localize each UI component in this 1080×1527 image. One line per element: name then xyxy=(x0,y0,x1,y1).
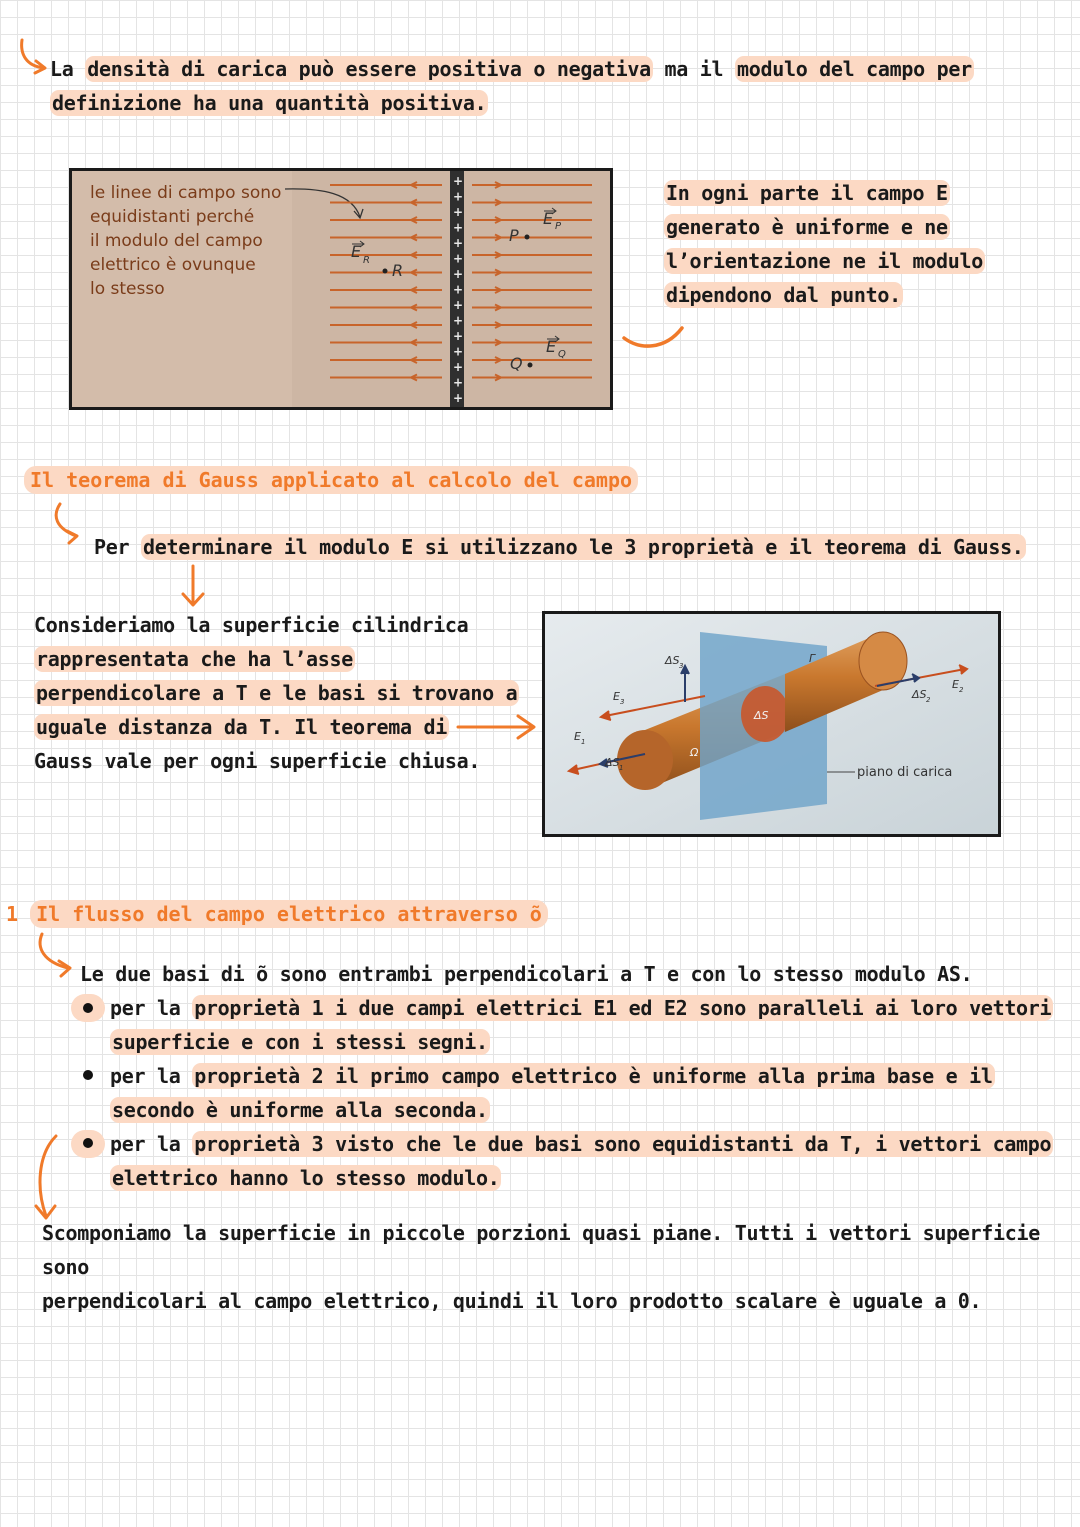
cylinder-line: uguale distanza da T. Il teorema di xyxy=(36,715,447,739)
flux-conclusion xyxy=(42,1216,1080,1318)
label-ds2: ΔS xyxy=(912,688,927,701)
label-e1-sub: 1 xyxy=(581,738,586,746)
point-label-r: R xyxy=(392,261,404,280)
bullet-item-1: per la proprietà 1 i due campi elettrici E1 ed E2 sono paralleli ai loro vettori superficie e con i stessi segni. xyxy=(110,996,1052,1054)
label-ds3: ΔS xyxy=(665,654,680,667)
field-lines-figure xyxy=(69,168,613,410)
curved-arrow-icon xyxy=(30,1132,66,1224)
plus-sign: + xyxy=(453,313,464,328)
vector-label-er: E xyxy=(351,242,362,261)
label-e3: E xyxy=(613,690,620,703)
bullet-item-3: per la proprietà 3 visto che le due basi sono equidistanti da T, i vettori campo elettrico hanno lo stesso modulo. xyxy=(110,1132,1052,1190)
side-note-line: dipendono dal punto. xyxy=(666,283,901,307)
plus-sign: + xyxy=(453,375,464,390)
plus-sign: + xyxy=(453,267,464,281)
bullet-dot xyxy=(83,1070,93,1080)
side-note-line: generato è uniforme e ne xyxy=(666,215,948,239)
cylinder-line: Gauss vale per ogni superficie chiusa. xyxy=(34,749,481,773)
label-plane: piano di carica xyxy=(857,765,953,780)
section-number: 1 xyxy=(6,902,19,926)
charged-plane xyxy=(453,174,463,405)
curve-pointer-icon xyxy=(620,320,690,360)
section-heading-flux: 1 Il flusso del campo elettrico attraverso õ xyxy=(6,899,548,929)
intro-line-1: La densità di carica può essere positiva o negativa ma il modulo del campo per xyxy=(50,57,972,81)
gauss-sentence: Per determinare il modulo E si utilizzano le 3 proprietà e il teorema di Gauss. xyxy=(94,535,1024,559)
side-note-line: l’orientazione ne il modulo xyxy=(666,249,984,273)
plus-sign: + xyxy=(453,282,464,297)
cylinder-line: perpendicolare a T e le basi si trovano a xyxy=(36,681,518,705)
bullet-dot xyxy=(83,1003,93,1013)
down-arrow-icon xyxy=(178,562,208,610)
point-p xyxy=(525,235,530,240)
plus-sign: + xyxy=(453,205,464,219)
conclusion-line: perpendicolari al campo elettrico, quindi il loro prodotto scalare è uguale a 0. xyxy=(42,1289,982,1313)
label-ds2-sub: 2 xyxy=(926,696,931,704)
vector-sub-ep: P xyxy=(555,221,562,232)
gauss-cylinder-figure xyxy=(542,611,1001,837)
plus-sign: + xyxy=(453,344,464,359)
conclusion-line: Scomponiamo la superficie in piccole porzioni quasi piane. Tutti i vettori superficie sono xyxy=(42,1221,1040,1279)
label-ds: ΔS xyxy=(754,709,769,722)
curved-arrow-icon xyxy=(16,36,50,76)
caption-line: le linee di campo sono xyxy=(90,183,282,203)
vector-sub-eq: Q xyxy=(558,349,566,360)
section-heading-gauss: Il teorema di Gauss applicato al calcolo del campo xyxy=(24,465,638,495)
right-arrow-icon xyxy=(454,712,540,742)
vector-label-ep: E xyxy=(543,209,554,228)
cylinder-line: rappresentata che ha l’asse xyxy=(36,647,354,671)
plus-sign: + xyxy=(453,391,464,405)
label-ds1: ΔS xyxy=(605,756,620,769)
label-ds1-sub: 1 xyxy=(619,764,624,772)
cylinder-text xyxy=(34,608,519,778)
caption-line: equidistanti perché xyxy=(90,207,255,227)
curved-arrow-icon xyxy=(50,500,84,546)
vector-label-eq: E xyxy=(546,337,557,356)
label-e3-sub: 3 xyxy=(620,698,625,706)
label-gamma: Γ xyxy=(809,652,816,665)
label-e1: E xyxy=(574,730,581,743)
caption-line: elettrico è ovunque xyxy=(90,255,256,275)
cylinder-word: Consideriamo la superficie cilindrica xyxy=(34,613,469,637)
caption-line: il modulo del campo xyxy=(90,231,263,251)
curved-arrow-icon xyxy=(34,930,80,980)
label-e2: E xyxy=(952,678,959,691)
plus-sign: + xyxy=(453,251,464,266)
plus-sign: + xyxy=(453,220,464,235)
intro-line-2: definizione ha una quantità positiva. xyxy=(52,91,487,115)
plus-sign: + xyxy=(453,236,464,250)
bullet-item-2: per la proprietà 2 il primo campo elettrico è uniforme alla prima base e il secondo è uniforme alla seconda. xyxy=(110,1064,993,1122)
plus-sign: + xyxy=(453,329,464,343)
point-q xyxy=(528,363,533,368)
label-ds3-sub: 3 xyxy=(679,662,684,670)
vector-sub-er: R xyxy=(363,255,370,266)
point-label-q: Q xyxy=(510,354,523,373)
caption-line: lo stesso xyxy=(90,279,165,299)
side-note xyxy=(664,176,985,312)
point-label-p: P xyxy=(509,226,519,245)
plus-sign: + xyxy=(453,174,464,188)
point-r xyxy=(383,269,388,274)
bullet-dot xyxy=(83,1138,93,1148)
plus-sign: + xyxy=(453,189,464,204)
label-e2-sub: 2 xyxy=(959,686,964,694)
flux-intro: Le due basi di õ sono entrambi perpendicolari a T e con lo stesso modulo AS. xyxy=(80,962,973,986)
side-note-line: In ogni parte il campo E xyxy=(666,181,948,205)
plus-sign: + xyxy=(453,298,464,312)
label-omega: Ω xyxy=(690,746,699,759)
plus-sign: + xyxy=(453,360,464,374)
